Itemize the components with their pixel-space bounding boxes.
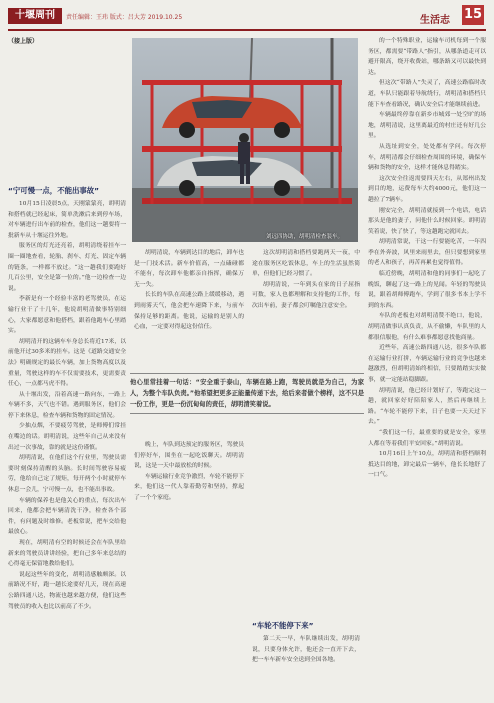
page-header bbox=[0, 0, 494, 30]
car-carrier-photo bbox=[132, 38, 358, 242]
paragraph: 从选址到安全，处处都有学问。每次停车，胡明清都会仔细检查周围的环境，确保车辆和货物的安全，这样才能休息得踏实。 bbox=[368, 143, 486, 172]
middle-paragraphs-c bbox=[134, 440, 244, 504]
paragraph: 胡明清说，他已经计划好了，等跑完这一趟，就回家好好陪陪家人，然后再继续上路。“车轮不能停下来，日子也要一天天过下去。” bbox=[368, 387, 486, 426]
paragraph: 胡明清说，一年到头在家的日子屈指可数，家人也都理解和支持他的工作，每次出车前，妻子都会叮嘱他注意安全。 bbox=[252, 281, 360, 309]
paragraph: 车辆运输行业竞争激烈，车轮不能停下来，他们这一代人靠着勤劳和坚持，撑起了一个个家庭。 bbox=[134, 473, 244, 501]
pull-quote-text: 他心里常挂着一句话：“安全重于泰山，车辆在路上跑，驾驶员就是为自己，为家人，为整个车队负责。”他希望把更多正能量传递下去，给后来者做个榜样，这不只是一份工作，更是一份沉甸甸的责任，胡明清笑着说。 bbox=[130, 379, 364, 408]
paragraph: 这次安全往返需要四天左右，从郑州出发到目的地，运费每车大约4000元，他们这一趟拉了7辆车。 bbox=[368, 175, 486, 203]
right-column bbox=[368, 36, 486, 698]
pull-quote bbox=[130, 370, 364, 417]
paragraph: 从十堰出发，沿着高速一路向东，一路上车辆不多，天气也不错。遇到服务区，他们会停下来休息，检查车辆和货物的固定情况。 bbox=[8, 391, 126, 419]
middle-column-right-top bbox=[252, 248, 360, 368]
header-rule bbox=[8, 29, 486, 31]
paragraph: 但这次“带路人”失灵了，高速公路临时改道，车队只能跟着导航绕行，胡明清和搭档只能下车查看路况，确认安全后才能继续前进。 bbox=[368, 80, 486, 108]
left-paragraphs bbox=[8, 199, 126, 612]
paragraph: 车辆最终停靠在新乡市城郊一处空旷的场地，胡明清说，这里离最近的村庄还有好几公里。 bbox=[368, 112, 486, 140]
paragraph: 胡明清说，在他们这个行业里，驾驶员需要时刻保持清醒的头脑。长时间驾驶容易疲劳，他给自己定了规矩，每开两个小时就停车休息一会儿，宁可慢一点，也不能出事故。 bbox=[8, 455, 126, 494]
paragraph: 10月15日凌晨5点，天刚蒙蒙亮，胡明清和搭档就已经起床，简单洗漱后来到停车场，对车辆进行出车前的检查，他们这一趟要将一批新车从十堰运往外地。 bbox=[8, 201, 126, 239]
section-title: 生活志 bbox=[420, 15, 450, 26]
paragraph: 说起这些年的变化，胡明清感触颇深。以前路况不好，跑一趟长途要好几天，现在高速公路四通八达，物流也越来越方便，他们这些驾驶员的收入也比以前高了不少。 bbox=[8, 571, 126, 610]
right-paragraphs bbox=[368, 36, 486, 481]
paragraph: 近些年，高速公路四通八达，很多车队都在运输行业打拼，车辆运输行业的竞争也越来越激烈，但胡明清始终相信，只要踏踏实实做事，就一定能站稳脚跟。 bbox=[368, 345, 486, 383]
subheading-1: “宁可慢一点，不能出事故” bbox=[8, 186, 100, 195]
left-column bbox=[8, 36, 126, 698]
paragraph: 10月16日上午10点，胡明清和搭档顺利抵达目的地，卸完最后一辆车，他长长地舒了一口气。 bbox=[368, 451, 486, 479]
subheading-2: “车轮不能停下来” bbox=[252, 621, 314, 630]
paragraph: 李新是有一个经验丰富的老驾驶员，在运输行业干了十几年，他说胡明清做事特别细心，大家都愿意和他搭档，跟着他跑车心里踏实。 bbox=[8, 296, 126, 335]
middle-paragraphs-b bbox=[252, 248, 360, 312]
left-photo-text-continuation bbox=[8, 49, 126, 179]
middle-column-left-bottom bbox=[134, 440, 244, 698]
editor-line: 责任编辑：王玮 版式：吕大芳 2019.10.25 bbox=[66, 14, 183, 21]
photo-caption: 刘远四协助，胡明清检查装车。 bbox=[266, 234, 344, 240]
paragraph: 胡明清常说，干这一行要能吃苦，一年四季在外奔波，风里来雨里去，但只要想到家里的老人和孩子，再苦再累也觉得值得。 bbox=[368, 239, 486, 267]
paragraph: 少抽点烟，不要疲劳驾驶，是师傅们常挂在嘴边的话。胡明清说，这些年自己从来没有出过一次事故，靠的就是这份谨慎。 bbox=[8, 423, 126, 451]
paragraph: 这次胡明清和搭档要跑两天一夜，中途在服务区吃饭休息，车上的生活虽然简单，但他们已经习惯了。 bbox=[252, 250, 360, 278]
middle-column-left-top bbox=[134, 248, 244, 368]
paragraph: 现在，胡明清有空的时候还会在车队里给新来的驾驶员讲讲经验，把自己多年来总结的心得毫无保留地教给他们。 bbox=[8, 540, 126, 568]
masthead: 十堰周刊 bbox=[8, 8, 62, 24]
page-number: 15 bbox=[462, 5, 484, 25]
middle-paragraphs-a bbox=[134, 248, 244, 333]
middle-column-right-bottom bbox=[252, 440, 360, 698]
paragraph: 胡明清开的这辆车车身总长将近17米，以前他开过30多米的挂车。这是《道路交通安全法》明确规定的最长车辆，加上货物高度以及重量，驾驶这样的车不仅需要技术，更需要责任心，一点都马虎不得。 bbox=[8, 338, 126, 388]
paragraph: 晚上，车队到达预定的服务区，驾驶员们停好车，围坐在一起吃饭聊天。胡明清说，这是一天中最放松的时候。 bbox=[134, 442, 244, 470]
paragraph: 第二天一早，车队继续出发，胡明清说，只要身体允许，他还会一直开下去，把一车车新车安全送到全国各地。 bbox=[252, 636, 360, 664]
news-photo bbox=[132, 38, 358, 242]
paragraph: 的一个特殊职业，运输车司机每到一个服务区，都需要“带路人”指引，从哪条道走可以避开限高，绕开收费站，哪条路又可以最快到达。 bbox=[368, 38, 486, 76]
continued-marker: （接上版） bbox=[8, 38, 39, 45]
paragraph: 车队的老板也对胡明清赞不绝口，他说，胡明清做事认真负责，从不偷懒，车队里的人都很信服他，有什么难事都愿意找他商量。 bbox=[368, 313, 486, 341]
paragraph: “我们这一行，最重要的就是安全，家里人都在等着我们平安回家。”胡明清说。 bbox=[368, 429, 486, 447]
paragraph: 胡明清说，车辆到达目的地后，卸车也是一门技术活。新车价值高，一点磕碰都不能有，每次卸车他都亲自指挥，确保万无一失。 bbox=[134, 250, 244, 288]
paragraph: 刚安完全，胡明清就接到一个电话，电话那头是他的妻子，问他什么时候回家。胡明清笑着说，快了快了，等这趟跑完就回去。 bbox=[368, 207, 486, 235]
paragraph: 服务区的灯光还亮着，胡明清绕着挂车一圈一圈地查看，轮胎、刹车、灯光、固定车辆的链条，一样都不放过。“这一趟我们要跑好几百公里，安全是第一位的。”他一边检查一边说。 bbox=[8, 243, 126, 292]
pull-quote-rule-bottom bbox=[130, 413, 364, 414]
paragraph: 车辆的保养也是他关心的重点，每次出车回来，他都会把车辆清洗干净，检查各个部件，有问题及时维修。老板常说，把车交给他最放心。 bbox=[8, 497, 126, 536]
middle-paragraphs-d bbox=[252, 634, 360, 666]
paragraph: 临近傍晚，胡明清和他的同事们一起吃了晚饭，聊起了这一路上的见闻。年轻的驾驶员说，跟着胡师傅跑车，学到了很多书本上学不到的东西。 bbox=[368, 271, 486, 309]
paragraph: 长长的车队在高速公路上缓缓移动，遇到雨雾天气，他会把车速降下来，与前车保持足够的距离。他说，运输的是别人的心血，一定要对得起这份信任。 bbox=[134, 292, 244, 331]
pull-quote-rule-top bbox=[130, 373, 364, 374]
